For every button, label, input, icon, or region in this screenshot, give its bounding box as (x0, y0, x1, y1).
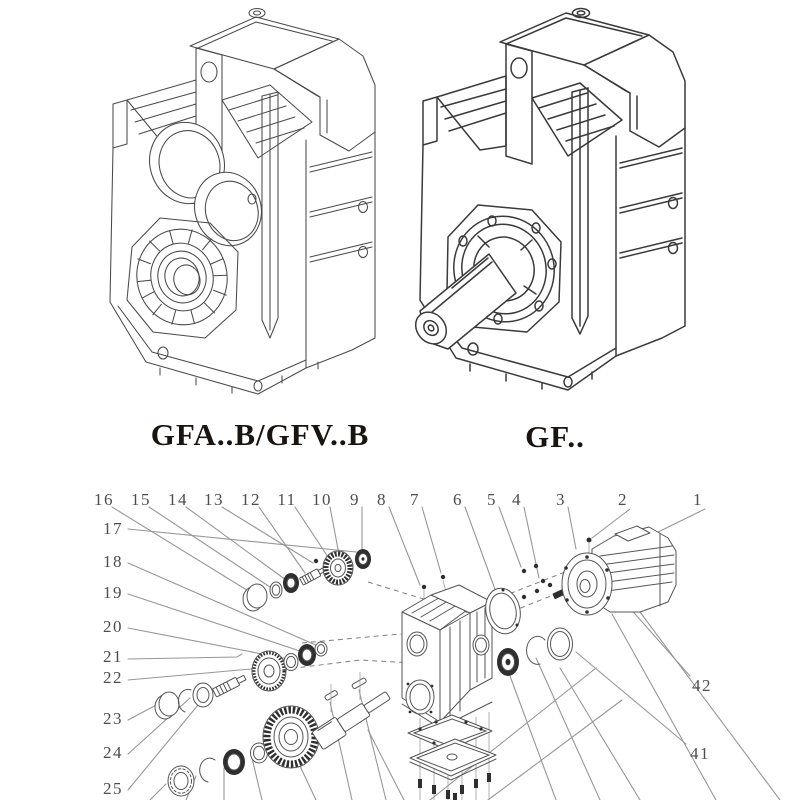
callout-4: 4 (512, 490, 522, 509)
main-output-shaft (312, 686, 394, 749)
ball-bearing (168, 766, 194, 796)
output-gear (263, 706, 319, 768)
exploded-view (94, 490, 780, 800)
callout-19: 19 (103, 583, 123, 602)
callout-23: 23 (103, 709, 123, 728)
callout-25: 25 (103, 779, 123, 798)
callout-17: 17 (103, 519, 123, 538)
callout-10: 10 (312, 490, 332, 509)
ring-parts (482, 585, 573, 676)
callout-2: 2 (618, 490, 628, 509)
callout-12: 12 (241, 490, 261, 509)
callout-5: 5 (487, 490, 497, 509)
callout-11: 11 (277, 490, 297, 509)
second-shaft-parts (155, 642, 327, 719)
callout-14: 14 (168, 490, 188, 509)
callout-7: 7 (410, 490, 420, 509)
callout-41: 41 (690, 744, 710, 763)
motor-flange (562, 553, 612, 615)
callout-15: 15 (131, 490, 151, 509)
callout-13: 13 (204, 490, 224, 509)
second-gear (252, 651, 286, 691)
pan-bolts (418, 773, 491, 800)
oil-pan-assembly (408, 712, 496, 800)
callout-1: 1 (693, 490, 703, 509)
callout-24: 24 (103, 743, 123, 762)
gearbox-drawing-hollow-shaft (110, 9, 375, 395)
callout-8: 8 (377, 490, 387, 509)
housing (402, 585, 492, 728)
gearbox-drawing-solid-shaft (409, 9, 685, 391)
callout-22: 22 (103, 668, 123, 687)
callout-18: 18 (103, 552, 123, 571)
callout-16: 16 (94, 490, 114, 509)
motor-assembly (562, 526, 676, 615)
callout-3: 3 (556, 490, 566, 509)
callout-6: 6 (453, 490, 463, 509)
callout-42: 42 (692, 676, 712, 695)
model-label-right: GF.. (525, 419, 585, 454)
model-label-left: GFA..B/GFV..B (150, 417, 370, 452)
callout-21: 21 (103, 647, 123, 666)
input-gear (323, 551, 353, 585)
callout-20: 20 (103, 617, 123, 636)
callout-9: 9 (350, 490, 360, 509)
